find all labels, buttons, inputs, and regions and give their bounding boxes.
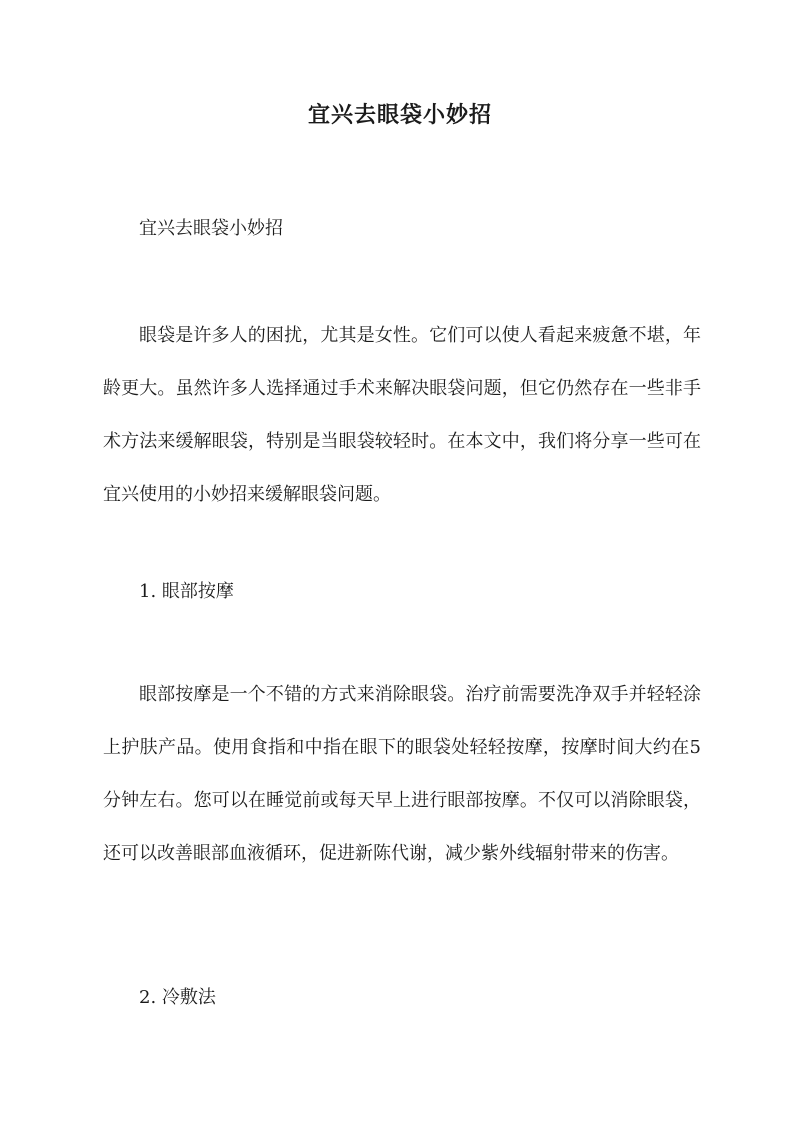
section-body-1: 眼部按摩是一个不错的方式来消除眼袋。治疗前需要洗净双手并轻轻涂上护肤产品。使用食指和中指在眼下的眼袋处轻轻按摩，按摩时间大约在5分钟左右。您可以在睡觉前或每天早上进行眼部按摩。不仅可以消除眼袋，还可以改善眼部血液循环，促进新陈代谢，减少紫外线辐射带来的伤害。	[103, 684, 701, 864]
section-heading-2: 2. 冷敷法	[139, 987, 216, 1008]
intro-paragraph: 眼袋是许多人的困扰，尤其是女性。它们可以使人看起来疲惫不堪，年龄更大。虽然许多人选择通过手术来解决眼袋问题，但它仍然存在一些非手术方法来缓解眼袋，特别是当眼袋较轻时。在本文中，我们将分享一些可在宜兴使用的小妙招来缓解眼袋问题。	[103, 325, 701, 505]
section-heading-1: 1. 眼部按摩	[139, 581, 234, 602]
document-subtitle: 宜兴去眼袋小妙招	[139, 218, 283, 239]
document-title: 宜兴去眼袋小妙招	[307, 102, 492, 128]
